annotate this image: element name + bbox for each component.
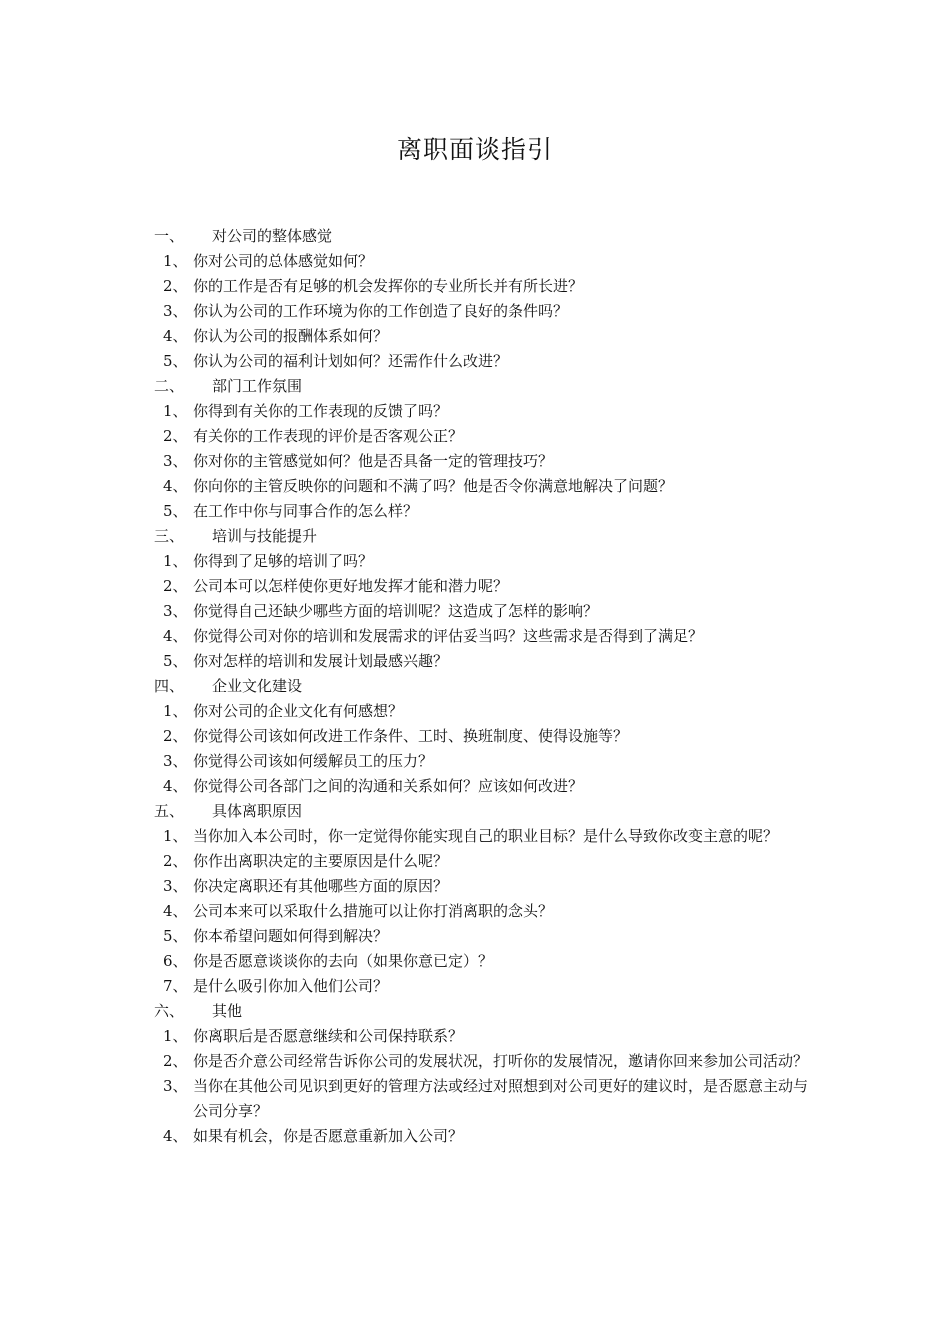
question-text: 你认为公司的报酬体系如何？ <box>193 327 389 345</box>
question-item <box>0 249 950 274</box>
question-number: 3、 <box>163 452 188 470</box>
question-item <box>0 1124 950 1149</box>
question-number: 3、 <box>163 877 188 895</box>
question-text: 当你在其他公司见识到更好的管理方法或经过对照想到对公司更好的建议时，是否愿意主动与公司分享？ <box>193 1077 809 1120</box>
question-text: 你认为公司的福利计划如何？还需作什么改进？ <box>193 352 509 370</box>
question-number: 2、 <box>163 277 188 295</box>
section-heading <box>0 674 950 699</box>
section-name: 培训与技能提升 <box>212 527 318 545</box>
section-heading <box>0 524 950 549</box>
question-number: 3、 <box>163 602 188 620</box>
question-number: 4、 <box>163 1127 188 1145</box>
question-item <box>0 874 950 899</box>
question-number: 1、 <box>163 1027 188 1045</box>
question-item <box>0 274 950 299</box>
section-number: 二、 <box>154 377 185 395</box>
question-item <box>0 949 950 974</box>
section-name: 具体离职原因 <box>212 802 303 820</box>
question-text: 你觉得公司该如何缓解员工的压力？ <box>193 752 434 770</box>
question-item <box>0 574 950 599</box>
question-number: 4、 <box>163 327 188 345</box>
question-item <box>0 849 950 874</box>
question-item <box>0 774 950 799</box>
question-number: 1、 <box>163 827 188 845</box>
question-text: 在工作中你与同事合作的怎么样？ <box>193 502 419 520</box>
question-number: 1、 <box>163 252 188 270</box>
question-text: 你对公司的企业文化有何感想？ <box>193 702 404 720</box>
question-item <box>0 974 950 999</box>
question-item <box>0 649 950 674</box>
question-item <box>0 1074 950 1124</box>
question-number: 5、 <box>163 927 188 945</box>
question-text: 公司本可以怎样使你更好地发挥才能和潜力呢？ <box>193 577 509 595</box>
question-item <box>0 749 950 774</box>
question-item <box>0 399 950 424</box>
section-number: 三、 <box>154 527 185 545</box>
question-item <box>0 699 950 724</box>
question-number: 2、 <box>163 1052 188 1070</box>
question-text: 你向你的主管反映你的问题和不满了吗？他是否令你满意地解决了问题？ <box>193 477 674 495</box>
question-number: 3、 <box>163 752 188 770</box>
question-item <box>0 349 950 374</box>
section-number: 四、 <box>154 677 185 695</box>
question-text: 如果有机会，你是否愿意重新加入公司？ <box>193 1127 464 1145</box>
question-text: 公司本来可以采取什么措施可以让你打消离职的念头？ <box>193 902 554 920</box>
question-text: 你认为公司的工作环境为你的工作创造了良好的条件吗？ <box>193 302 569 320</box>
question-text: 你是否愿意谈谈你的去向（如果你意已定）？ <box>193 952 494 970</box>
question-text: 有关你的工作表现的评价是否客观公正？ <box>193 427 464 445</box>
question-number: 2、 <box>163 727 188 745</box>
question-text: 你对怎样的培训和发展计划最感兴趣？ <box>193 652 449 670</box>
question-item <box>0 1049 950 1074</box>
question-text: 你觉得公司该如何改进工作条件、工时、换班制度、使得设施等？ <box>193 727 629 745</box>
section-heading <box>0 999 950 1024</box>
question-text: 你得到了足够的培训了吗？ <box>193 552 374 570</box>
question-item <box>0 474 950 499</box>
section-number: 五、 <box>154 802 185 820</box>
question-number: 4、 <box>163 477 188 495</box>
question-item <box>0 599 950 624</box>
question-number: 2、 <box>163 577 188 595</box>
question-item <box>0 624 950 649</box>
section-name: 企业文化建设 <box>212 677 303 695</box>
question-text: 你是否介意公司经常告诉你公司的发展状况，打听你的发展情况，邀请你回来参加公司活动？ <box>193 1052 809 1070</box>
question-item <box>0 724 950 749</box>
question-number: 3、 <box>163 302 188 320</box>
question-item <box>0 499 950 524</box>
question-text: 你觉得自己还缺少哪些方面的培训呢？这造成了怎样的影响？ <box>193 602 599 620</box>
section-name: 对公司的整体感觉 <box>212 227 333 245</box>
question-number: 7、 <box>163 977 188 995</box>
question-text: 你觉得公司对你的培训和发展需求的评估妥当吗？这些需求是否得到了满足？ <box>193 627 704 645</box>
page-title: 离职面谈指引 <box>396 135 553 164</box>
question-number: 5、 <box>163 352 188 370</box>
question-item <box>0 899 950 924</box>
question-text: 你对你的主管感觉如何？他是否具备一定的管理技巧？ <box>193 452 554 470</box>
question-text: 当你加入本公司时，你一定觉得你能实现自己的职业目标？是什么导致你改变主意的呢？ <box>193 827 779 845</box>
question-text: 你本希望问题如何得到解决？ <box>193 927 389 945</box>
question-text: 你决定离职还有其他哪些方面的原因？ <box>193 877 449 895</box>
question-text: 你离职后是否愿意继续和公司保持联系？ <box>193 1027 464 1045</box>
question-number: 1、 <box>163 552 188 570</box>
section-name: 部门工作氛围 <box>212 377 303 395</box>
question-number: 2、 <box>163 852 188 870</box>
question-item <box>0 324 950 349</box>
document-body <box>0 224 950 1149</box>
question-text: 你的工作是否有足够的机会发挥你的专业所长并有所长进？ <box>193 277 584 295</box>
section-number: 一、 <box>154 227 185 245</box>
question-number: 4、 <box>163 777 188 795</box>
question-item <box>0 549 950 574</box>
question-item <box>0 1024 950 1049</box>
question-item <box>0 924 950 949</box>
question-number: 5、 <box>163 502 188 520</box>
question-number: 5、 <box>163 652 188 670</box>
question-text: 你作出离职决定的主要原因是什么呢？ <box>193 852 449 870</box>
question-item <box>0 824 950 849</box>
question-number: 4、 <box>163 627 188 645</box>
question-text: 你对公司的总体感觉如何？ <box>193 252 374 270</box>
question-number: 1、 <box>163 402 188 420</box>
section-number: 六、 <box>154 1002 185 1020</box>
section-heading <box>0 374 950 399</box>
question-text: 你得到有关你的工作表现的反馈了吗？ <box>193 402 449 420</box>
question-number: 2、 <box>163 427 188 445</box>
question-number: 1、 <box>163 702 188 720</box>
question-number: 4、 <box>163 902 188 920</box>
section-name: 其他 <box>212 1002 243 1020</box>
section-heading <box>0 799 950 824</box>
question-text: 你觉得公司各部门之间的沟通和关系如何？应该如何改进？ <box>193 777 584 795</box>
section-heading <box>0 224 950 249</box>
question-number: 3、 <box>163 1077 188 1095</box>
question-text: 是什么吸引你加入他们公司？ <box>193 977 389 995</box>
question-item <box>0 299 950 324</box>
question-number: 6、 <box>163 952 188 970</box>
question-item <box>0 449 950 474</box>
question-item <box>0 424 950 449</box>
